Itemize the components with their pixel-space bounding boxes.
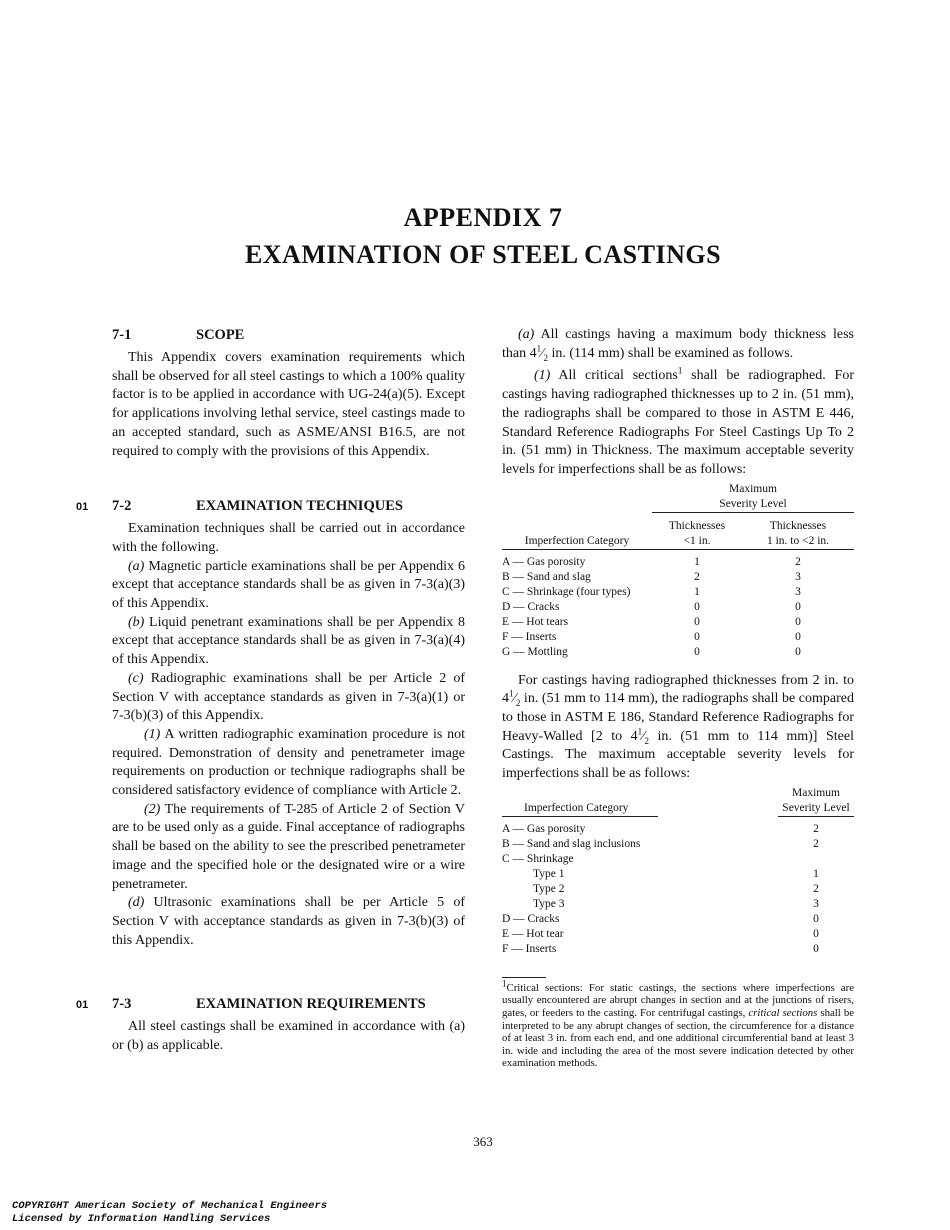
table-row: Type 3 3	[533, 897, 819, 910]
section-title: EXAMINATION TECHNIQUES	[196, 498, 403, 515]
table-row: Type 2 2	[533, 882, 819, 895]
table-row: G — Mottling 0 0	[502, 645, 801, 658]
item-text: in. (114 mm) shall be examined as follows.	[547, 345, 794, 361]
fraction-one-half: $^1⁄_2$	[637, 726, 649, 746]
table-row: B — Sand and slag 2 3	[502, 570, 801, 583]
revision-margin-mark: 01	[76, 501, 89, 514]
item-label: (c)	[128, 670, 144, 686]
section-number: 7-1	[112, 327, 132, 343]
table-col-header: Maximum Severity Level	[778, 786, 854, 817]
section-number: 7-3	[112, 996, 132, 1013]
item-text: Magnetic particle examinations shall be per Appendix 6 except that acceptance standards shall be as given in 7-3(a)(3) of this Appendix.	[112, 558, 465, 612]
heavy-walled-paragraph: For castings having radiographed thicknesses from 2 in. to $4^1⁄_2$ in. (51 mm to 114 mm), the radiographs shall be compared to those in ASTM E 186, Standard Reference Radiographs for Heavy-Walled [2 to $4^1⁄_2$ in. (51 mm to 114 mm)] Steel Castings. The maximum acceptable severity levels for imperfections shall be as follows:	[502, 672, 854, 782]
table-row: D — Cracks 0 0	[502, 600, 801, 613]
table-row: E — Hot tears 0 0	[502, 615, 801, 628]
item-label: (2)	[144, 801, 161, 817]
item-a1	[502, 367, 854, 479]
item-text: The requirements of T-285 of Article 2 of Section V are to be used only as a guide. Final acceptance of radiographs shall be based on the ability to see the prescribed penetrameter image and the specified hole or the designated wire or a wire penetrameter.	[112, 801, 465, 892]
table-row: A — Gas porosity 2	[502, 822, 819, 835]
item-text: shall be radiographed. For castings having radiographed thicknesses up to 2 in. (51 mm), the radiographs shall be compared to those in ASTM E 446, Standard Reference Radiographs For Steel Castings Up To 2 in. (51 mm) in Thickness. The maximum acceptable severity levels for imperfections shall be as follows:	[502, 368, 854, 477]
requirements-paragraph: All steel castings shall be examined in accordance with (a) or (b) as applicable.	[112, 1019, 465, 1054]
table-col-header: Imperfection Category	[502, 519, 652, 550]
table-row: D — Cracks 0	[502, 912, 819, 925]
section-title: SCOPE	[196, 327, 245, 343]
table-col-header: Imperfection Category	[502, 786, 658, 817]
item-text: Radiographic examinations shall be per Article 2 of Section V with acceptance standards as given in 7-3(a)(1) or 7-3(b)(3) of this Appendix.	[112, 670, 466, 724]
table-group-header: Maximum Severity Level	[652, 482, 854, 513]
item-c1	[112, 726, 465, 801]
item-text: A written radiographic examination procedure is not required. Demonstration of density and penetrameter image requirements on production or technique radiographs shall be considered satisfactory evidence of compliance with Article 2.	[112, 726, 465, 799]
revision-margin-mark: 01	[76, 999, 89, 1012]
section-heading-7-1	[112, 326, 465, 345]
footnote-divider	[502, 977, 546, 978]
left-column	[76, 326, 466, 1056]
item-d	[112, 894, 465, 950]
item-a	[112, 558, 465, 614]
scope-paragraph: This Appendix covers examination requirements which shall be observed for all steel castings to which a 100% quality factor is to be applied in accordance with UG-24(a)(5). Except for applications involving lethal service, steel castings made to an accepted standard, such as ASME/ANSI B16.5, are not required to comply with the provisions of this Appendix.	[112, 350, 465, 459]
appendix-title: APPENDIX 7	[403, 203, 563, 232]
item-label: (1)	[144, 726, 161, 742]
copyright-notice	[12, 1200, 327, 1226]
item-c	[112, 670, 465, 726]
item-text: All critical sections	[558, 368, 678, 384]
footnote-number: 1	[502, 978, 507, 989]
right-column	[502, 326, 854, 1070]
table-col-header: Thicknesses 1 in. to <2 in.	[742, 519, 854, 550]
page-number: 363	[473, 1134, 493, 1149]
item-label: (a)	[518, 327, 535, 342]
table-col-header: Thicknesses <1 in.	[652, 519, 742, 550]
table-row: C — Shrinkage	[502, 852, 574, 865]
table-row: Type 1 1	[533, 867, 819, 880]
table-row: E — Hot tear 0	[502, 927, 819, 940]
section-title: EXAMINATION REQUIREMENTS	[196, 996, 426, 1013]
copyright-line: COPYRIGHT American Society of Mechanical Engineers	[12, 1200, 328, 1212]
table-row: A — Gas porosity 1 2	[502, 555, 801, 568]
item-text: Liquid penetrant examinations shall be per Appendix 8 except that acceptance standards shall be as given in 7-3(a)(4) of this Appendix.	[112, 614, 465, 668]
table-row: F — Inserts 0	[502, 942, 819, 955]
fraction-one-half: $^1⁄_2$	[536, 343, 548, 363]
item-a-castings	[502, 326, 854, 363]
table-row: B — Sand and slag inclusions 2	[502, 837, 819, 850]
item-b	[112, 614, 465, 670]
footnote: $^1$Critical sections: For static castings, the sections where imperfections are usually encountered are abrupt changes in section and at the junctions of risers, gates, or feeders to the casting. For centrifugal castings, critical sections shall be interpreted to be any abrupt changes of section, the circumference for a distance of at least 3 in. from each end, and one additional circumferential band at least 3 in. wide and including the area of the most severe indication detected by other examination methods.	[502, 978, 855, 1070]
table-row: F — Inserts 0 0	[502, 630, 801, 643]
footnote-ref[interactable]: 1	[677, 365, 683, 376]
section-number: 7-2	[112, 498, 132, 515]
item-label: (b)	[128, 614, 145, 630]
item-c2	[112, 801, 465, 895]
item-label: (1)	[534, 368, 551, 384]
severity-table-2	[502, 786, 854, 957]
item-label: (d)	[128, 895, 145, 911]
item-text: Ultrasonic examinations shall be per Article 5 of Section V with acceptance standards as given in 7-3(b)(3) of this Appendix.	[112, 895, 466, 948]
table-body	[502, 822, 854, 957]
appendix-subtitle: EXAMINATION OF STEEL CASTINGS	[244, 240, 722, 269]
techniques-intro: Examination techniques shall be carried out in accordance with the following.	[112, 521, 465, 555]
license-line: Licensed by Information Handling Services	[12, 1213, 271, 1225]
table-row: C — Shrinkage (four types) 1 3	[502, 585, 801, 598]
severity-table-1	[502, 482, 854, 660]
table-body	[502, 555, 854, 660]
section-heading-7-3	[76, 995, 465, 1014]
item-text: All castings having a maximum body thickness less than 4	[502, 327, 854, 361]
fraction-one-half: $^1⁄_2$	[509, 688, 521, 709]
item-label: (a)	[128, 558, 145, 574]
section-heading-7-2	[76, 497, 465, 516]
